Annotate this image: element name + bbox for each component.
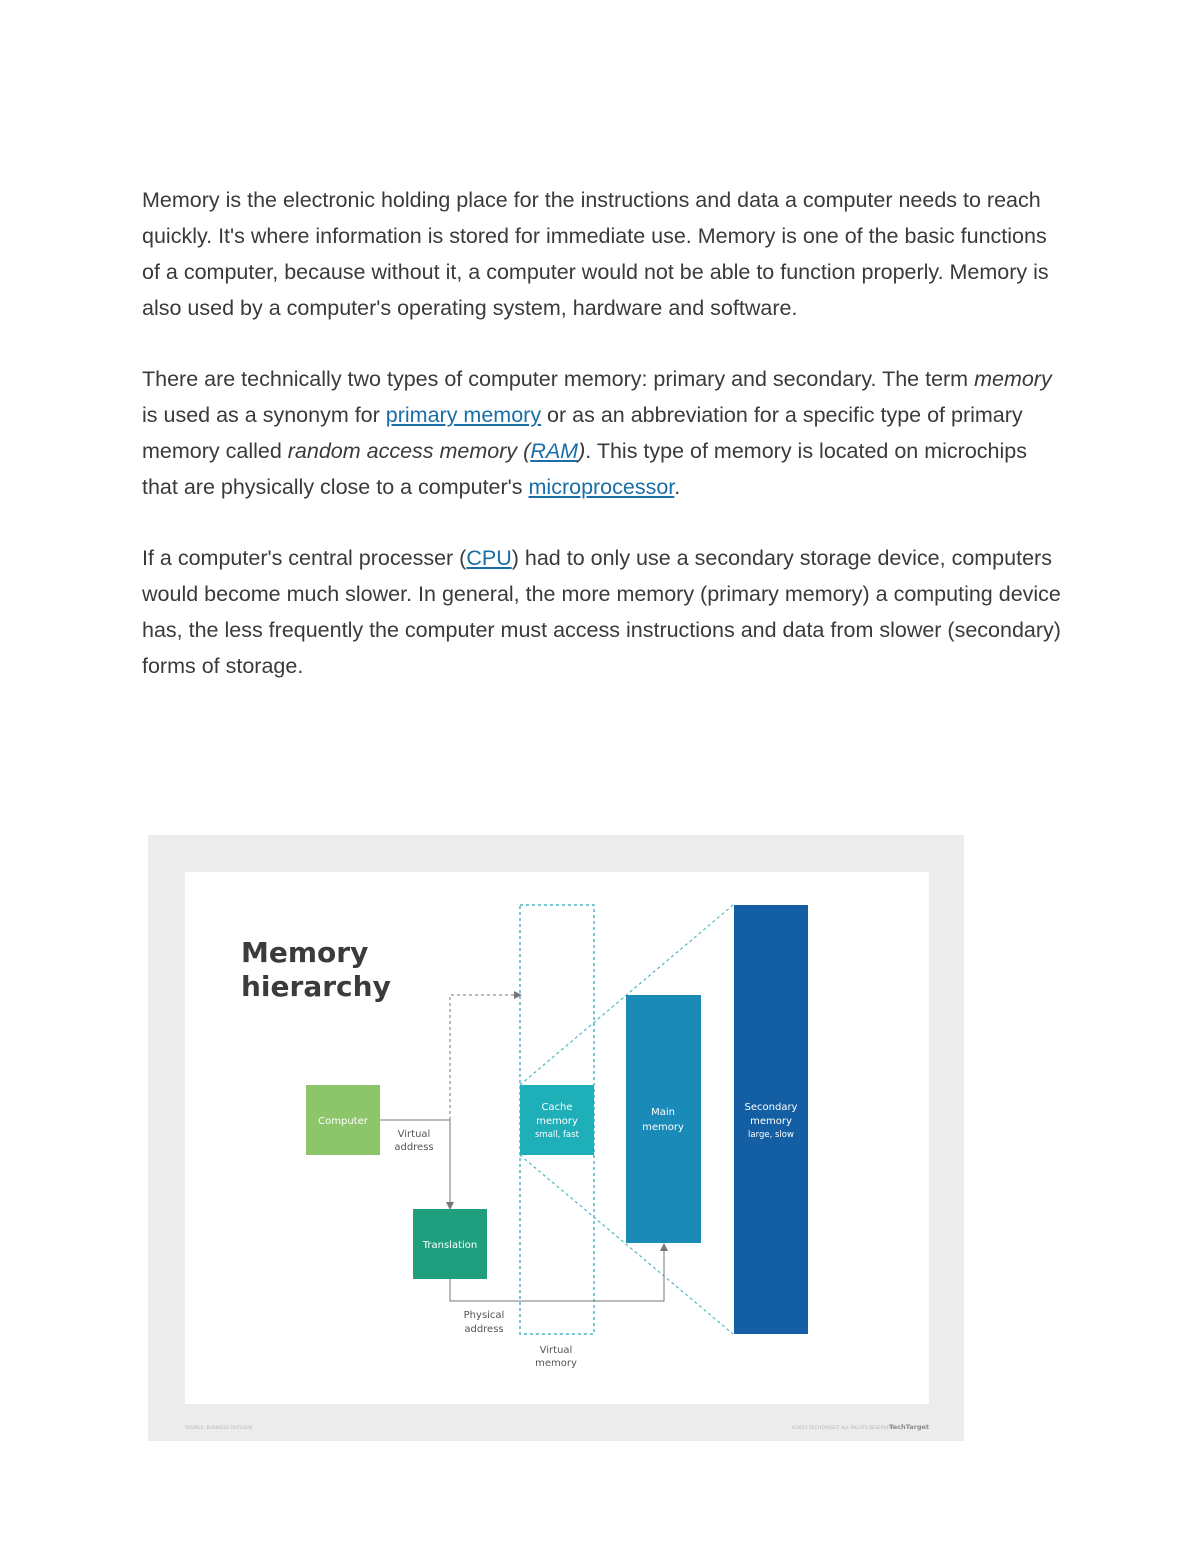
memory-hierarchy-diagram (148, 835, 964, 1441)
memory-hierarchy-figure (148, 835, 964, 1441)
cache-label-3: small, fast (534, 1130, 580, 1140)
figure-copyright: ©2021 TECHTARGET. ALL RIGHTS RESERVED (791, 1426, 893, 1431)
p2-text-4: . This type of memory is located on microchips that are physically close to a computer's (142, 439, 1027, 499)
p3-text-2: ) had to only use a secondary storage device, computers would become much slower. In general, the more memory (primary memory) a computing device has, the less frequently the computer must access instructions and data from slower (secondary) forms of storage. (142, 546, 1061, 678)
main-memory-box (626, 995, 701, 1243)
p2-emphasis-ram-open: random access memory ( (287, 439, 531, 463)
article-body (142, 182, 1062, 719)
techtarget-logo: TechTarget (889, 1423, 929, 1431)
virtual-address-label-1: Virtual (397, 1129, 431, 1140)
primary-memory-link[interactable]: primary memory (385, 403, 542, 427)
p2-emphasis-memory: memory (974, 367, 1052, 391)
secondary-label-1: Secondary (744, 1102, 798, 1113)
diagram-title-line2: hierarchy (241, 970, 391, 1003)
paragraph-2 (142, 361, 1062, 505)
main-label-1: Main (651, 1107, 675, 1118)
secondary-label-2: memory (750, 1116, 792, 1127)
p2-emphasis-ram-close: ) (578, 439, 586, 463)
physical-address-label-2: address (464, 1324, 504, 1335)
figure-source-note: SOURCE: BUSINESS OUTLOOK (185, 1426, 253, 1431)
virtual-memory-label-1: Virtual (539, 1345, 573, 1356)
p2-text-5: . (674, 475, 681, 499)
diagram-title-line1: Memory (241, 936, 369, 969)
ram-link[interactable]: RAM (530, 439, 579, 463)
computer-label: Computer (318, 1116, 368, 1127)
virtual-address-label-2: address (394, 1142, 434, 1153)
microprocessor-link[interactable]: microprocessor (528, 475, 675, 499)
cpu-link[interactable]: CPU (466, 546, 512, 570)
translation-label: Translation (422, 1240, 478, 1251)
p2-text-1: There are technically two types of computer memory: primary and secondary. The term (142, 367, 975, 391)
physical-address-label-1: Physical (463, 1310, 505, 1321)
virtual-memory-label-2: memory (535, 1358, 577, 1369)
p2-emphasis-ram (288, 439, 586, 463)
cache-label-1: Cache (541, 1102, 573, 1113)
cache-label-2: memory (536, 1116, 578, 1127)
secondary-label-3: large, slow (748, 1130, 794, 1140)
main-label-2: memory (642, 1122, 684, 1133)
p3-text-1: If a computer's central processer ( (142, 546, 467, 570)
p2-text-2: is used as a synonym for (142, 403, 386, 427)
paragraph-1 (142, 182, 1062, 326)
p2-text-3: or as an abbreviation for a specific type of primary memory called (142, 403, 1023, 463)
paragraph-3 (142, 540, 1062, 684)
paragraph-1-text: Memory is the electronic holding place for the instructions and data a computer needs to reach quickly. It's where information is stored for immediate use. Memory is one of the basic functions of a computer, because without it, a computer would not be able to function properly. Memory is also used by a computer's operating system, hardware and software. (142, 188, 1049, 320)
